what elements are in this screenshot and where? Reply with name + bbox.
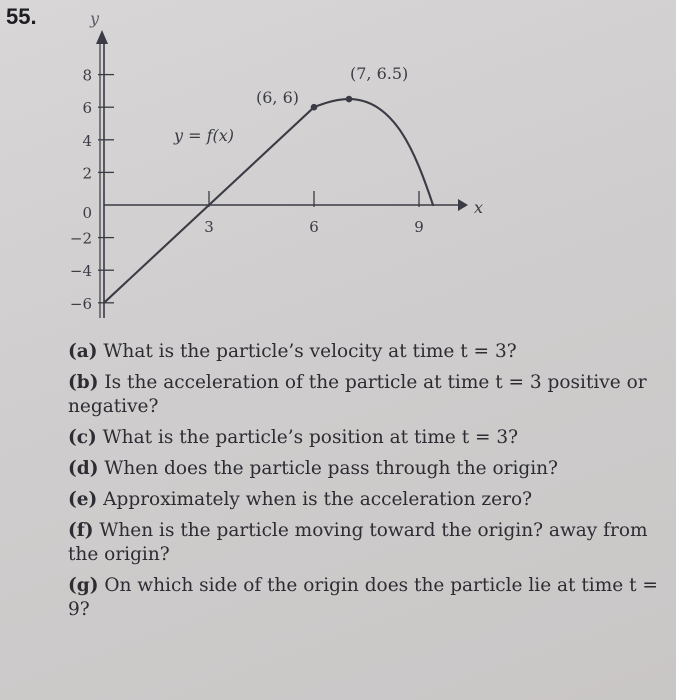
y-tick-label: −4 <box>69 262 92 281</box>
x-tick-label: 6 <box>309 218 319 236</box>
y-tick-label: 8 <box>82 66 92 85</box>
y-axis-arrow <box>96 30 108 44</box>
question-g: (g) On which side of the origin does the particle lie at time t = 9? <box>68 575 658 620</box>
question-a: (a) What is the particle’s velocity at time t = 3? <box>68 341 517 362</box>
x-tick-label: 3 <box>204 218 214 236</box>
point-6-6 <box>311 104 318 111</box>
y-axis-label: y <box>90 9 100 28</box>
y-tick-label: −6 <box>69 294 92 313</box>
point-7-6.5 <box>346 96 353 103</box>
y-tick-label: 0 <box>82 204 92 222</box>
y-tick-label: 4 <box>82 131 92 150</box>
x-axis-label: x <box>474 198 484 217</box>
function-label: y = f(x) <box>174 126 235 145</box>
question-d: (d) When does the particle pass through the origin? <box>68 458 558 479</box>
question-f: (f) When is the particle moving toward the origin? away from the origin? <box>68 520 648 565</box>
annotation-6-6: (6, 6) <box>256 88 300 107</box>
annotation-7-6.5: (7, 6.5) <box>350 64 409 83</box>
x-axis-arrow <box>458 199 468 211</box>
question-c: (c) What is the particle’s position at time t = 3? <box>68 427 519 448</box>
graph-curve <box>104 96 433 303</box>
function-curve <box>104 99 433 303</box>
y-tick-label: −2 <box>69 229 92 248</box>
graph-ticks <box>98 75 419 303</box>
graph-labels <box>70 9 483 313</box>
y-tick-label: 6 <box>82 99 92 118</box>
question-e: (e) Approximately when is the acceleration zero? <box>68 489 533 510</box>
questions-list <box>68 340 668 622</box>
x-tick-label: 9 <box>414 218 424 236</box>
problem-number: 55. <box>6 4 37 29</box>
graph-axes <box>96 30 468 318</box>
y-tick-label: 2 <box>82 164 92 183</box>
function-graph <box>0 0 676 340</box>
question-b: (b) Is the acceleration of the particle at time t = 3 positive or negative? <box>68 372 647 417</box>
